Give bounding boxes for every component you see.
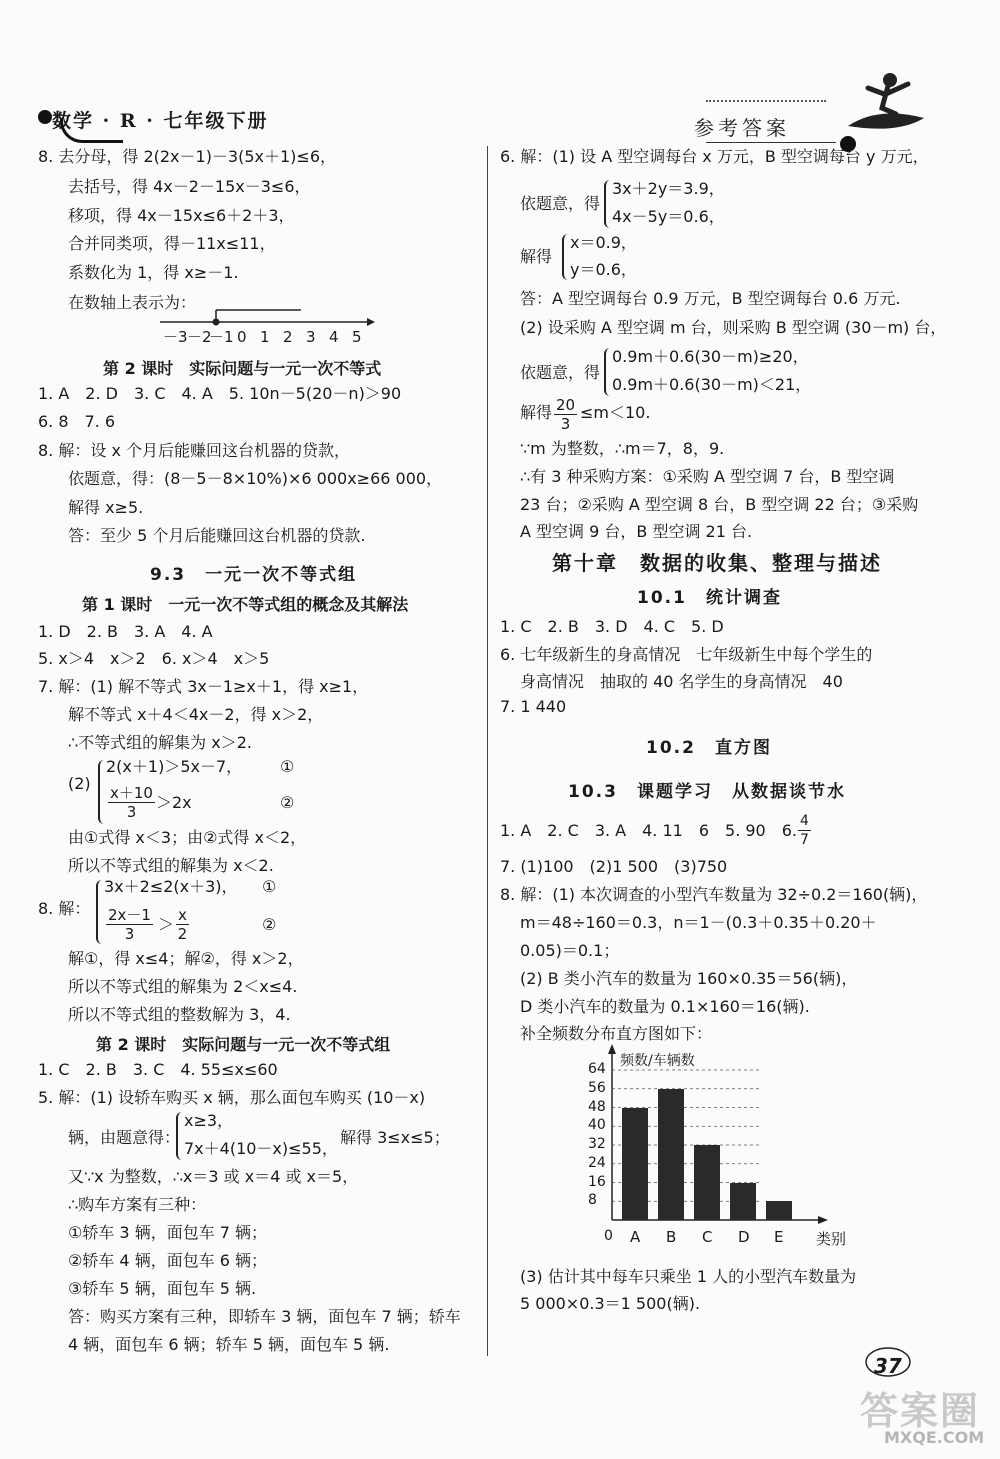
fraction-denominator: 7 — [800, 832, 809, 848]
right-q6-2sol-pre: 解得 — [520, 403, 553, 422]
l931-line-2: 7. 解：(1) 解不等式 3x－1≥x＋1，得 x≥1， — [38, 677, 369, 696]
s101-line-2: 身高情况 抽取的 40 名学生的身高情况 40 — [520, 672, 843, 691]
q7-after-line-1: 所以不等式组的解集为 x＜2. — [68, 856, 274, 875]
s103-line-2: 8. 解：(1) 本次调查的小型汽车数量为 32÷0.2＝160(辆)， — [500, 885, 928, 904]
circle-1-label: ① — [262, 877, 277, 896]
right-q6-sol: 解得 — [520, 247, 553, 266]
l931-line-1: 5. x＞4 x＞2 6. x＞4 x＞5 — [38, 649, 270, 668]
l932-c-line-3: ②轿车 4 辆，面包车 6 辆； — [68, 1251, 268, 1270]
l932-c-line-5: 答：购买方案有三种，即轿车 3 辆，面包车 7 辆；轿车 — [68, 1307, 461, 1326]
tick-label: 3 — [306, 328, 316, 346]
l931-line-3: 解不等式 x＋4＜4x－2，得 x＞2， — [68, 705, 324, 724]
section-9-3-title: 9.3 一元一次不等式组 — [150, 565, 358, 585]
frequency-histogram — [520, 1040, 860, 1260]
s103-line-0: 1. A 2. C 3. A 4. 11 6 5. 90 6. — [500, 821, 797, 840]
chart-ylabel: 频数/车辆数 — [620, 1053, 695, 1069]
s101-line-3: 7. 1 440 — [500, 697, 567, 716]
y-tick-label: 40 — [588, 1117, 606, 1134]
tick-label: 5 — [352, 328, 362, 346]
s103-line-3: m＝48÷160＝0.3，n＝1－(0.3＋0.35＋0.20＋ — [520, 913, 877, 932]
y-tick-label: 24 — [588, 1154, 606, 1171]
left-q8-line-5: 在数轴上表示为： — [68, 293, 197, 312]
l932-system-line1: x≥3， — [184, 1111, 234, 1130]
right-q6-line1: 6. 解：(1) 设 A 型空调每台 x 万元，B 型空调每台 y 万元， — [500, 147, 929, 166]
s103-line-4: 0.05)＝0.1； — [520, 941, 620, 960]
x-axis-arrow-icon — [818, 1216, 828, 1224]
left-q8-line-3: 合并同类项，得－11x≤11， — [68, 234, 276, 253]
y-tick-label: 56 — [588, 1079, 606, 1096]
lesson2-title: 第 2 课时 实际问题与一元一次不等式 — [103, 359, 382, 378]
section-10-3-title: 10.3 课题学习 从数据谈节水 — [568, 782, 846, 802]
circle-2-label: ② — [262, 915, 277, 934]
histogram-bar — [766, 1201, 792, 1220]
lesson2-line-3: 依题意，得：(8－5－8×10%)×6 000x≥66 000， — [68, 469, 443, 488]
y-axis-arrow-icon — [608, 1044, 616, 1054]
s101-line-1: 6. 七年级新生的身高情况 七年级新生中每个学生的 — [500, 645, 873, 664]
q7-2-ineq2-tail: ＞2x — [156, 793, 192, 812]
right-q6-2sol-post: ≤m＜10. — [580, 403, 651, 422]
tick-label: －3 — [163, 328, 188, 346]
fraction-denominator: 3 — [126, 803, 137, 821]
q7-after-line-0: 由①式得 x＜3；由②式得 x＜2， — [68, 828, 307, 847]
right-q6-dep: 依题意，得 — [520, 194, 601, 213]
l932-c-line-2: ①轿车 3 辆，面包车 7 辆； — [68, 1223, 268, 1242]
histogram-bar — [622, 1108, 648, 1221]
l932-system-prefix: 辆，由题意得： — [68, 1128, 181, 1147]
section-title: 参考答案 — [694, 116, 790, 140]
right-q6-2dep: 依题意，得 — [520, 363, 601, 382]
page-number: 37 — [874, 1354, 902, 1378]
s103-line-6: D 类小汽车的数量为 0.1×160＝16(辆). — [520, 997, 810, 1016]
system-brace — [96, 880, 104, 944]
y-tick-label: 48 — [588, 1098, 606, 1115]
watermark-logo: 答案圈 — [860, 1389, 981, 1433]
s101-line-0: 1. C 2. B 3. D 4. C 5. D — [500, 617, 724, 636]
q8-after-line-0: 解①，得 x≤4；解②，得 x＞2， — [68, 949, 304, 968]
column-divider — [487, 146, 488, 1356]
circle-1-label: ① — [280, 757, 295, 776]
header-dotted-rule — [706, 100, 826, 102]
y-tick-label: 16 — [588, 1173, 606, 1190]
tick-label: 4 — [329, 328, 339, 346]
s103-line-5: (2) B 类小汽车的数量为 160×0.35＝56(辆)， — [520, 969, 858, 988]
lesson-9-3-2-title: 第 2 课时 实际问题与一元一次不等式组 — [96, 1035, 391, 1054]
system-brace — [562, 234, 570, 280]
lesson2-line-5: 答：至少 5 个月后能赚回这台机器的贷款. — [68, 526, 366, 545]
watermark-url: MXQE.COM — [884, 1428, 985, 1447]
lesson2-line-0: 1. A 2. D 3. C 4. A 5. 10n－5(20－n)＞90 — [38, 384, 402, 403]
fraction-numerator: 20 — [556, 396, 576, 414]
tick-label: －1 — [209, 328, 234, 346]
l932-system-suffix: 解得 3≤x≤5； — [340, 1128, 450, 1147]
q8-ineq1: 3x＋2≤2(x＋3)， — [104, 877, 238, 896]
fraction-numerator: 2x－1 — [108, 906, 151, 924]
left-q8-line-1: 去括号，得 4x－2－15x－3≤6， — [68, 177, 311, 196]
left-q8-line-4: 系数化为 1，得 x≥－1. — [68, 263, 239, 282]
fraction-denominator: 3 — [560, 415, 571, 433]
histogram-bar — [658, 1089, 684, 1220]
l932-c-line-0: 又∵x 为整数，∴x＝3 或 x＝4 或 x＝5， — [68, 1167, 359, 1186]
right-q6-sol2: y＝0.6， — [570, 260, 637, 279]
right-q6-2sol-fraction — [554, 396, 577, 433]
s103-end-line-0: (3) 估计其中每车只乘坐 1 人的小型汽车数量为 — [520, 1267, 857, 1286]
right-q6-rest-1: ∴有 3 种采购方案：①采购 A 型空调 7 台，B 型空调 — [520, 467, 895, 486]
histogram-bar — [730, 1183, 756, 1221]
q8-fraction-1 — [106, 906, 153, 943]
q7-2-ineq1: 2(x＋1)＞5x－7， — [106, 757, 243, 776]
lesson2-line-4: 解得 x≥5. — [68, 498, 144, 517]
system-brace — [604, 180, 612, 228]
right-q6-2sys2: 0.9m＋0.6(30－m)＜21， — [612, 375, 812, 394]
x-tick-label: A — [630, 1228, 641, 1246]
fraction-numerator: x＋10 — [110, 784, 153, 802]
l932-c-line-6: 4 辆，面包车 6 辆；轿车 5 辆，面包车 5 辆. — [68, 1335, 390, 1354]
fraction-denominator: 3 — [124, 925, 135, 943]
left-q8-line-0: 8. 去分母，得 2(2x－1)－3(5x＋1)≤6， — [38, 147, 337, 166]
q8-fraction-2 — [176, 906, 189, 943]
tick-label: 0 — [237, 328, 247, 346]
s103-line-7: 补全频数分布直方图如下： — [520, 1024, 713, 1043]
left-q8-line-2: 移项，得 4x－15x≤6＋2＋3， — [68, 206, 295, 225]
surfer-mascot-icon — [838, 66, 928, 136]
system-brace — [604, 348, 612, 396]
book-title: 数学 · R · 七年级下册 — [52, 110, 269, 132]
right-q6-part2: (2) 设采购 A 型空调 m 台，则采购 B 型空调 (30－m) 台， — [520, 318, 947, 337]
fraction-denominator: 2 — [177, 925, 188, 943]
header-dot-icon — [38, 110, 52, 124]
s103-fraction — [798, 812, 811, 849]
x-tick-label: D — [738, 1228, 750, 1246]
q8-label: 8. 解： — [38, 899, 91, 918]
s103-line-1: 7. (1)100 (2)1 500 (3)750 — [500, 857, 728, 876]
right-q6-rest-2: 23 台；②采购 A 型空调 8 台，B 型空调 22 台；③采购 — [520, 495, 919, 514]
l932-system-line2: 7x＋4(10－x)≤55， — [184, 1139, 338, 1158]
chart-origin-label: 0 — [604, 1228, 613, 1244]
y-tick-label: 64 — [588, 1061, 606, 1077]
right-q6-2sys1: 0.9m＋0.6(30－m)≥20， — [612, 347, 809, 366]
section-10-1-title: 10.1 统计调查 — [637, 588, 782, 608]
system-brace — [98, 760, 106, 824]
histogram-bar — [694, 1145, 720, 1220]
tick-label: 2 — [283, 328, 293, 346]
l931-line-0: 1. D 2. B 3. A 4. A — [38, 622, 213, 641]
circle-2-label: ② — [280, 793, 295, 812]
l932-line-1: 5. 解：(1) 设轿车购买 x 辆，那么面包车购买 (10－x) — [38, 1088, 426, 1107]
right-q6-sys1: 3x＋2y＝3.9， — [612, 179, 725, 198]
lesson2-line-1: 6. 8 7. 6 — [38, 412, 116, 431]
q8-gt: ＞ — [158, 915, 175, 934]
right-q6-answer: 答：A 型空调每台 0.9 万元，B 型空调每台 0.6 万元. — [520, 289, 901, 308]
s103-end-line-1: 5 000×0.3＝1 500(辆). — [520, 1294, 701, 1313]
q7-2-label: (2) — [68, 774, 91, 793]
y-tick-label: 8 — [588, 1192, 597, 1209]
q7-2-fraction — [108, 784, 155, 821]
histogram-axes — [520, 1040, 860, 1260]
tick-label: 1 — [260, 328, 270, 346]
l932-line-0: 1. C 2. B 3. C 4. 55≤x≤60 — [38, 1060, 278, 1079]
q8-after-line-2: 所以不等式组的整数解为 3，4. — [68, 1005, 291, 1024]
l932-c-line-4: ③轿车 5 辆，面包车 5 辆. — [68, 1279, 257, 1298]
l932-c-line-1: ∴购车方案有三种： — [68, 1195, 207, 1214]
x-tick-label: E — [774, 1228, 784, 1246]
fraction-numerator: 4 — [800, 813, 809, 829]
right-q6-rest-3: A 型空调 9 台，B 型空调 21 台. — [520, 522, 753, 541]
system-brace — [176, 1112, 184, 1160]
section-10-2-title: 10.2 直方图 — [646, 738, 772, 758]
chart-xlabel: 类别 — [816, 1230, 847, 1248]
x-tick-label: C — [702, 1228, 713, 1246]
header-rule — [706, 142, 836, 143]
q8-after-line-1: 所以不等式组的解集为 2＜x≤4. — [68, 977, 298, 996]
right-q6-rest-0: ∵m 为整数，∴m＝7，8，9. — [520, 439, 725, 458]
x-tick-label: B — [666, 1228, 677, 1246]
fraction-numerator: x — [178, 906, 187, 924]
lesson-9-3-1-title: 第 1 课时 一元一次不等式组的概念及其解法 — [82, 595, 409, 614]
right-q6-sol1: x＝0.9， — [570, 233, 637, 252]
l931-line-4: ∴不等式组的解集为 x＞2. — [68, 733, 253, 752]
lesson2-line-2: 8. 解：设 x 个月后能赚回这台机器的贷款， — [38, 441, 350, 460]
tick-label: －2 — [187, 328, 212, 346]
chapter-10-title: 第十章 数据的收集、整理与描述 — [552, 551, 882, 575]
right-q6-sys2: 4x－5y＝0.6， — [612, 207, 725, 226]
y-tick-label: 32 — [588, 1136, 606, 1152]
